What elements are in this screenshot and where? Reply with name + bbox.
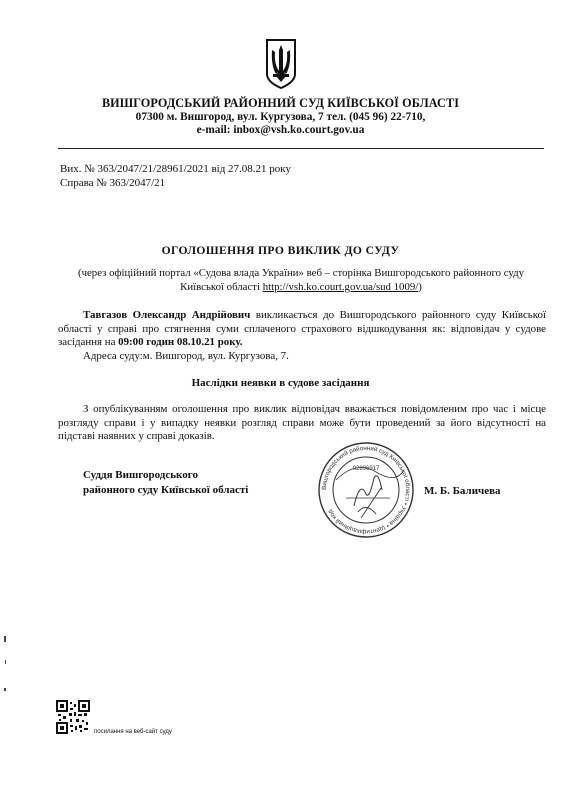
scan-mark [5, 660, 6, 664]
seal-outer-text: Вишгородський районний суд Київської області • Україна • Ідентифікаційний код [320, 444, 412, 536]
coat-of-arms-icon [264, 38, 298, 90]
court-location: Адреса суду:м. Вишгород, вул. Кургузова, 7. [83, 349, 289, 362]
consequences-title: Наслідки неявки в судове засідання [191, 377, 370, 389]
scan-mark [4, 688, 6, 691]
consequences-text: З опублікуванням оголошення про виклик відповідач вважається повідомленим про час і місце розгляду справи і у випадку неявки розгляд справи може бути проведений за його відсутності на підставі наявних у справі доказів. [58, 403, 546, 442]
court-name: ВИШГОРОДСЬКИЙ РАЙОННИЙ СУД КИЇВСЬКОЇ ОБЛАСТІ [101, 96, 460, 110]
seal-code: 02896917 [352, 466, 380, 472]
svg-text:Вишгородський районний суд Киї [321, 445, 411, 535]
summons-paragraph [58, 309, 546, 363]
publication-note-end: ) [418, 281, 422, 293]
publication-note-text: (через офіційний портал «Судова влада України» веб – сторінка Вишгородського районного суду Київської області [77, 267, 524, 293]
court-seal-icon [316, 440, 416, 544]
qr-caption: посилання на веб-сайт суду [94, 729, 172, 735]
header-divider [58, 148, 544, 149]
judge-title-line-1: Суддя Вишгородського [83, 469, 198, 481]
case-number: Справа № 363/2047/21 [60, 177, 166, 189]
summons-text: викликається до Вишгородського районного суду Київської області у справі про стягнення суми сплаченого страхового відшкодування як: відповідач у судове засідання на [58, 309, 546, 348]
publication-note [58, 266, 544, 294]
defendant-name: Тавгазов Олександр Андрійович [83, 309, 251, 321]
outgoing-number: Вих. № 363/2047/21/28961/2021 від 27.08.21 року [60, 163, 291, 175]
court-address: 07300 м. Вишгород, вул. Кургузова, 7 тел. (045 96) 22-710, [135, 111, 426, 123]
qr-code-icon [56, 700, 90, 734]
scan-mark [4, 636, 6, 642]
judge-name: М. Б. Баличева [424, 485, 501, 497]
court-website-link[interactable]: http://vsh.ko.court.gov.ua/sud 1009/ [262, 281, 419, 293]
page-title: ОГОЛОШЕННЯ ПРО ВИКЛИК ДО СУДУ [161, 244, 400, 257]
judge-title [83, 468, 248, 498]
consequences-paragraph [58, 403, 546, 444]
hearing-datetime: 09:00 годин 08.10.21 року. [118, 336, 243, 348]
court-email: e-mail: inbox@vsh.ko.court.gov.ua [196, 124, 365, 136]
judge-title-line-2: районного суду Київської області [83, 484, 249, 496]
